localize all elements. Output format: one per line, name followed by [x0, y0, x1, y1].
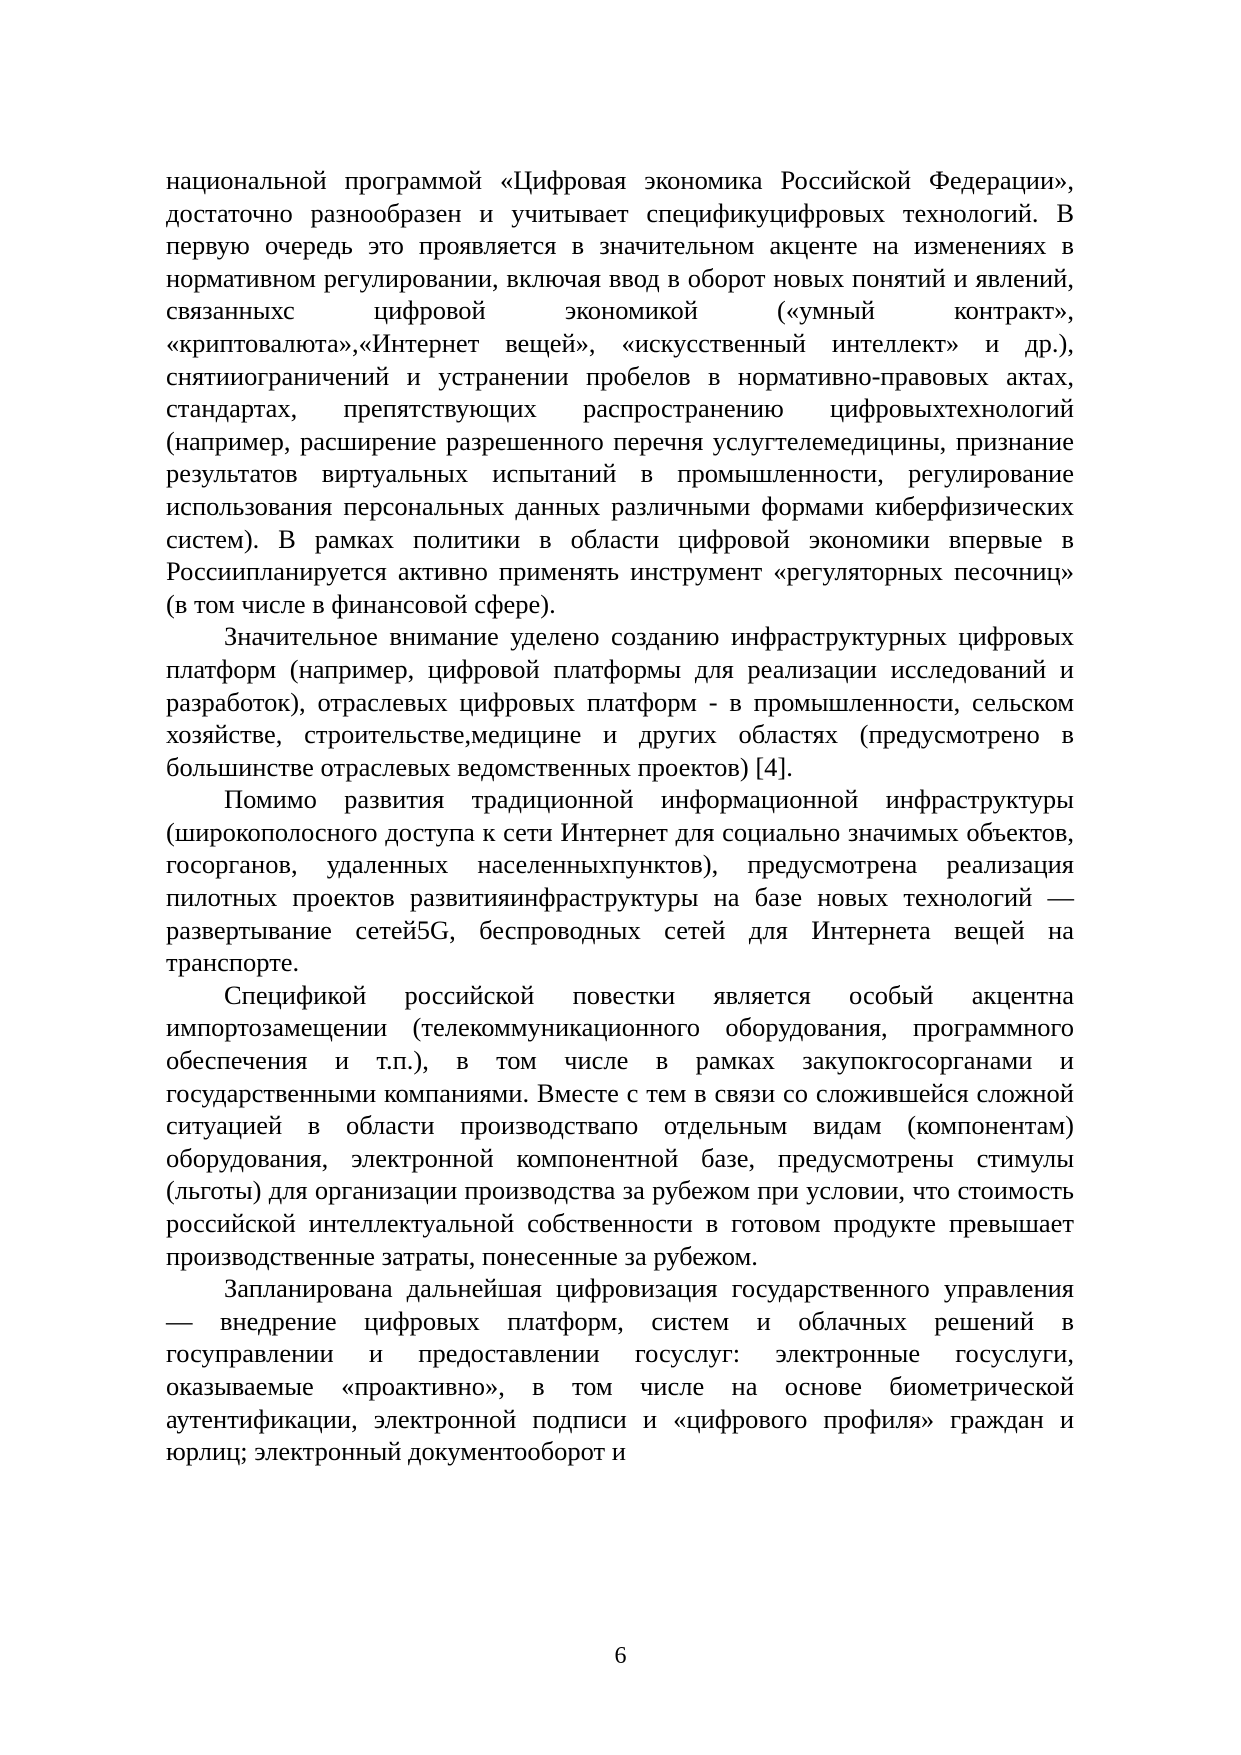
- paragraph-2: Значительное внимание уделено созданию инфраструктурных цифровых платформ (например, цифровой платформы для реализации исследований и разработок), отраслевых цифровых платформ - в промышленности, сельском хозяйстве, строительстве,медицине и других областях (предусмотрено в большинстве отраслевых ведомственных проектов) [4].: [166, 621, 1074, 782]
- paragraph-5: Запланирована дальнейшая цифровизация государственного управления — внедрение цифровых платформ, систем и облачных решений в госуправлении и предоставлении госуслуг: электронные госуслуги, оказываемые «проактивно», в том числе на основе биометрической аутентификации, электронной подписи и «цифрового профиля» граждан и юрлиц; электронный документооборот и: [166, 1273, 1074, 1467]
- paragraph-4: Спецификой российской повестки является особый акцентна импортозамещении (телекоммуникационного оборудования, программного обеспечения и т.п.), в том числе в рамках закупокгосорганами и государственными компаниями. Вместе с тем в связи со сложившейся сложной ситуацией в области производствапо отдельным видам (компонентам) оборудования, электронной компонентной базе, предусмотрены стимулы (льготы) для организации производства за рубежом при условии, что стоимость российской интеллектуальной собственности в готовом продукте превышает производственные затраты, понесенные за рубежом.: [166, 979, 1074, 1271]
- page-number: 6: [614, 1643, 627, 1669]
- paragraph-1: национальной программой «Цифровая экономика Российской Федерации», достаточно разнообразен и учитывает спецификуцифровых технологий. В первую очередь это проявляется в значительном акценте на изменениях в нормативном регулировании, включая ввод в оборот новых понятий и явлений, связанныхс цифровой экономикой («умный контракт», «криптовалюта»,«Интернет вещей», «искусственный интеллект» и др.), снятииограничений и устранении пробелов в нормативно-правовых актах, стандартах, препятствующих распространению цифровыхтехнологий (например, расширение разрешенного перечня услугтелемедицины, признание результатов виртуальных испытаний в промышленности, регулирование использования персональных данных различными формами киберфизических систем). В рамках политики в области цифровой экономики впервые в Россиипланируется активно применять инструмент «регуляторных песочниц» (в том числе в финансовой сфере).: [166, 165, 1074, 619]
- paragraph-3: Помимо развития традиционной информационной инфраструктуры (широкополосного доступа к сети Интернет для социально значимых объектов, госорганов, удаленных населенныхпунктов), предусмотрена реализация пилотных проектов развитияинфраструктуры на базе новых технологий — развертывание сетей5G, беспроводных сетей для Интернета вещей на транспорте.: [166, 784, 1074, 978]
- body-text: [166, 164, 1074, 1468]
